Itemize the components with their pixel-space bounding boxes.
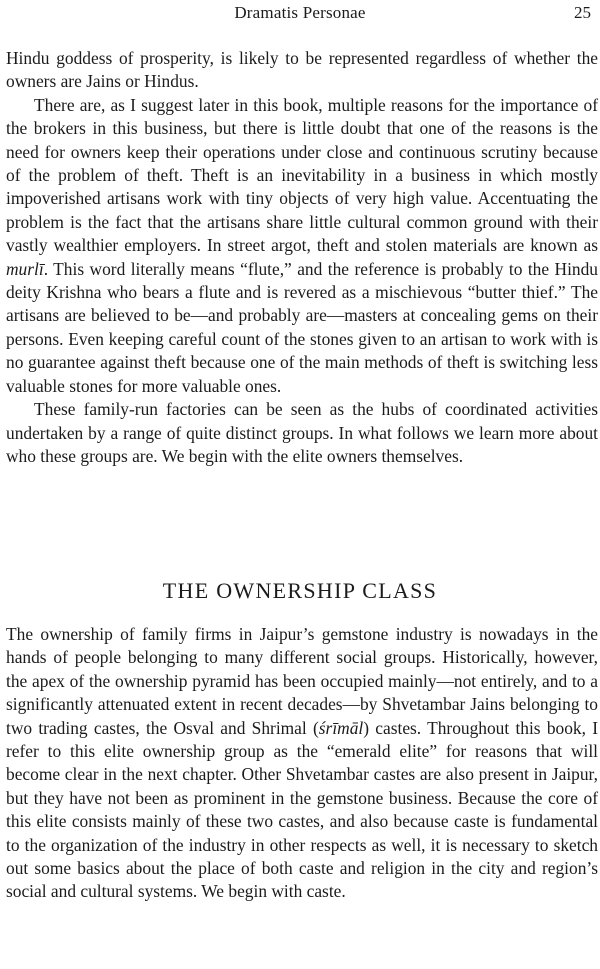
section-heading: THE OWNERSHIP CLASS xyxy=(162,578,438,603)
paragraph-ownership xyxy=(6,623,598,904)
paragraph-continued xyxy=(6,47,598,94)
running-head xyxy=(0,2,600,24)
text-run: There are, as I suggest later in this book, multiple reasons for the importance of the brokers in this business, but there is little doubt that one of the reasons is the need for owners keep their operations under close and continuous scrutiny because of the problem of theft. Theft is an inevitability in a business in which mostly impoverished artisans work with tiny objects of very high value. Accentuating the problem is the fact that the artisans share little cultural common ground with their vastly wealthier employers. In street argot, theft and stolen materials are known as xyxy=(6,94,598,256)
text-run: Hindu goddess of prosperity, is likely to be represented regardless of whether the owners are Jains or Hindus. xyxy=(6,48,598,92)
paragraph-theft xyxy=(6,94,598,398)
running-title: Dramatis Personae xyxy=(234,3,366,22)
body-text-upper xyxy=(6,47,598,468)
body-text-lower xyxy=(6,623,598,904)
text-run: ) castes. Throughout this book, I refer to this elite ownership group as the “emerald elite” for reasons that will become clear in the next chapter. Other Shvetambar castes are also present in Jaipur, but they have not been as prominent in the gemstone business. Because the core of this elite consists mainly of these two castes, and also because caste is fundamental to the organization of the industry in other respects as well, it is necessary to sketch out some basics about the place of both caste and religion in the city and region’s social and cultural systems. We begin with caste. xyxy=(6,717,599,902)
text-run: . This word literally means “flute,” and the reference is probably to the Hindu deity Krishna who bears a flute and is revered as a mischievous “butter thief.” The artisans are believed to be—and probably are—masters at concealing gems on their persons. Even keeping careful count of the stones given to an artisan to work with is no guarantee against theft because one of the main methods of theft is switching less valuable stones for more valuable ones. xyxy=(6,258,598,396)
text-run: These family-run factories can be seen as the hubs of coordinated activities undertaken by a range of quite distinct groups. In what follows we learn more about who these groups are. We begin with the elite owners themselves. xyxy=(6,399,598,466)
italic-term: murlī xyxy=(6,258,44,279)
paragraph-factories xyxy=(6,398,598,468)
page-number: 25 xyxy=(574,3,591,22)
text-run: The ownership of family firms in Jaipur’s gemstone industry is nowadays in the hands of people belonging to many different social groups. Historically, however, the apex of the ownership pyramid has been occupied mainly—not entirely, and to a significantly attenuated extent in recent decades—by Shvetambar Jains belonging to two trading castes, the Osval and Shrimal ( xyxy=(6,624,598,738)
italic-term: śrīmāl xyxy=(318,717,364,738)
